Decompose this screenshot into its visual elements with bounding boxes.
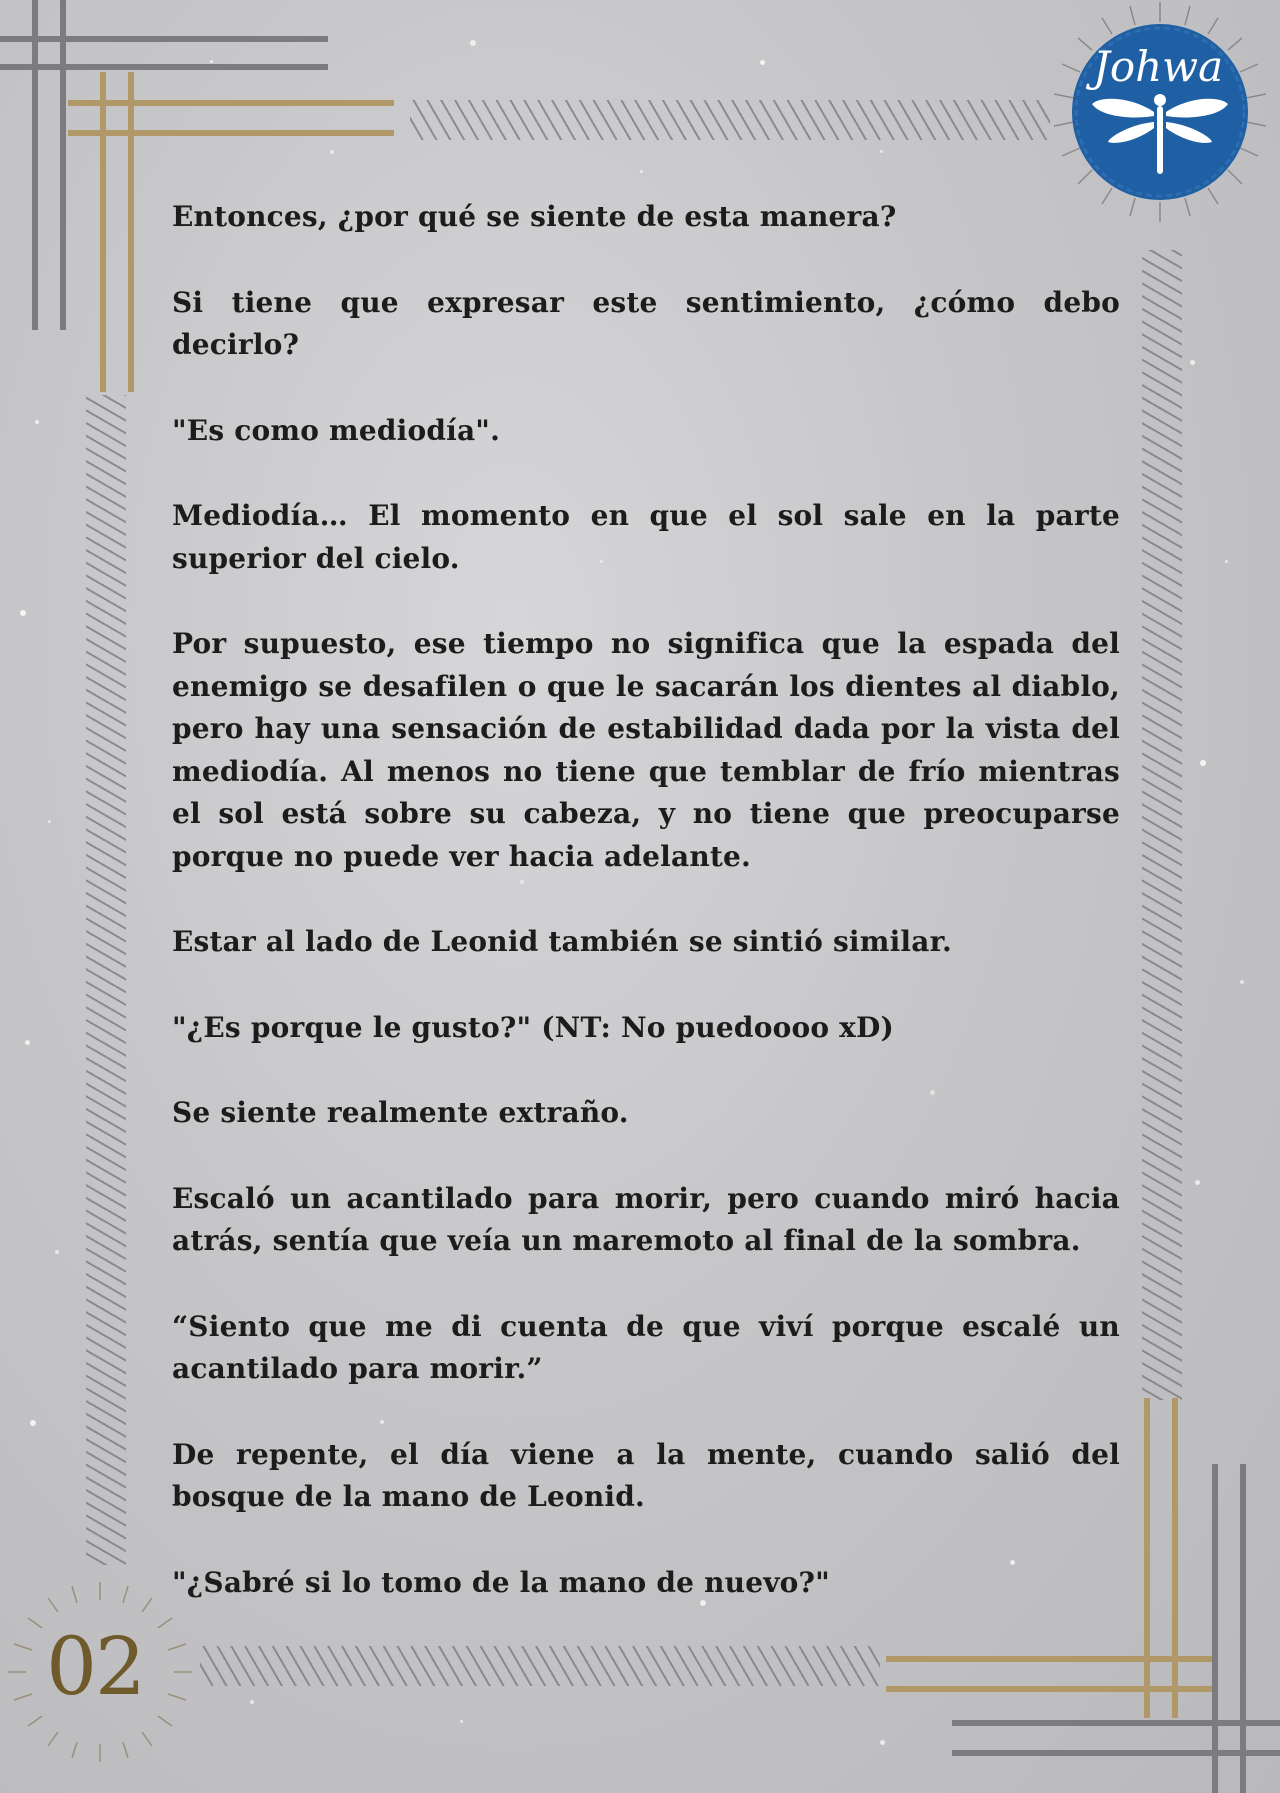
frame-line-gold-v4 — [1172, 1398, 1178, 1718]
page-number: 02 — [46, 1620, 144, 1713]
frame-line-grey-v1 — [32, 0, 38, 330]
frame-line-grey-h3 — [952, 1720, 1280, 1726]
paragraph: Escaló un acantilado para morir, pero cuando miró hacia atrás, sentía que veía un maremoto al final de la sombra. — [172, 1181, 1120, 1257]
frame-line-gold-v2 — [128, 72, 134, 392]
paragraph: Entonces, ¿por qué se siente de esta manera? — [172, 200, 897, 233]
frame-line-gold-h3 — [886, 1656, 1212, 1662]
paragraph: Por supuesto, ese tiempo no significa que la espada del enemigo se desafilen o que le sacarán los dientes al diablo, pero hay una sensación de estabilidad dada por la vista del mediodía. Al menos no tiene que temblar de frío mientras el sol está sobre su cabeza, y no tiene que preocuparse porque no puede ver hacia adelante. — [172, 627, 1120, 873]
body-text — [172, 196, 1120, 1647]
paragraph: "¿Sabré si lo tomo de la mano de nuevo?" — [172, 1565, 830, 1599]
paragraph: Si tiene que expresar este sentimiento, ¿cómo debo decirlo? — [172, 285, 1120, 361]
frame-line-grey-h1 — [0, 36, 328, 42]
frame-line-gold-h4 — [886, 1686, 1212, 1692]
paragraph: "¿Es porque le gusto?" (NT: No puedoooo xD) — [172, 1010, 894, 1044]
hatch-border-right — [1142, 250, 1182, 1400]
hatch-border-top — [410, 100, 1050, 140]
frame-line-gold-v3 — [1144, 1398, 1150, 1718]
frame-line-gold-h1 — [68, 100, 394, 106]
logo-text: Johwa — [1093, 42, 1224, 91]
frame-line-grey-h4 — [952, 1750, 1280, 1756]
paragraph: De repente, el día viene a la mente, cuando salió del bosque de la mano de Leonid. — [172, 1437, 1120, 1513]
paragraph: “Siento que me di cuenta de que viví porque escalé un acantilado para morir.” — [172, 1309, 1120, 1385]
paragraph: Estar al lado de Leonid también se sintió similar. — [172, 925, 952, 958]
frame-line-gold-h2 — [68, 130, 394, 136]
paragraph: "Es como mediodía". — [172, 413, 501, 447]
hatch-border-left — [86, 395, 126, 1565]
frame-line-grey-v4 — [1240, 1464, 1246, 1793]
hatch-border-bottom — [200, 1646, 880, 1686]
paragraph: Se siente realmente extraño. — [172, 1096, 629, 1129]
frame-line-grey-h2 — [0, 64, 328, 70]
paragraph: Mediodía… El momento en que el sol sale en la parte superior del cielo. — [172, 499, 1120, 575]
frame-line-grey-v2 — [60, 0, 66, 330]
frame-line-gold-v1 — [100, 72, 106, 392]
frame-line-grey-v3 — [1212, 1464, 1218, 1793]
